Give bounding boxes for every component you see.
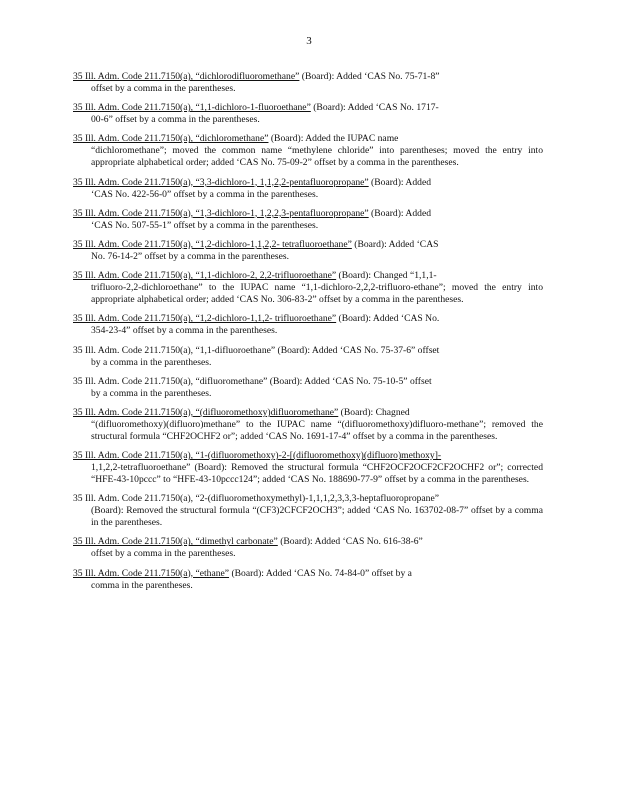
amendment-entry (73, 177, 543, 201)
amendment-entry (73, 133, 543, 169)
entry-continuation: comma in the parentheses. (91, 579, 193, 591)
amendment-entry (73, 536, 543, 560)
entry-first-line (73, 313, 543, 325)
entry-first-line (73, 568, 543, 580)
entry-text: (Board): Added ‘CAS No. 74-84-0” offset by a (229, 567, 412, 579)
entry-text: 35 Ill. Adm. Code 211.7150(a), “2-(difluoromethoxymethyl)-1,1,1,2,3,3,3-heptafluoropropane” (73, 493, 439, 505)
entry-citation: 35 Ill. Adm. Code 211.7150(a), “dimethyl carbonate” (73, 536, 278, 548)
amendment-entry (73, 407, 543, 443)
entry-text: 35 Ill. Adm. Code 211.7150(a), “1,1-difluoroethane” (Board): Added ‘CAS No. 75-37-6” offset (73, 344, 440, 356)
entry-text: (Board): Added ‘CAS No. 75-71-8” (299, 71, 440, 82)
entry-citation: 35 Ill. Adm. Code 211.7150(a), “dichloromethane” (73, 133, 269, 145)
entry-text: (Board): Added (368, 207, 432, 219)
entry-continuation: “dichloromethane”; moved the common name “methylene chloride” into parentheses; moved the entry into appropriate alphabetical order; added ‘CAS No. 75-09-2” offset by a comma in the parentheses. (91, 145, 543, 169)
entry-text: (Board): Changed “1,1,1- (336, 270, 437, 282)
entry-continuation: trifluoro-2,2-dichloroethane” to the IUPAC name “1,1-dichloro-2,2,2-trifluoro-ethane”; moved the entry into appropriate alphabetical order; added ‘CAS No. 306-83-2” offset by a comma in the parentheses. (91, 282, 543, 306)
page-number: 3 (306, 35, 312, 47)
entry-first-line (73, 536, 543, 548)
entry-first-line (73, 102, 543, 114)
entry-continuation: 354-23-4” offset by a comma in the parentheses. (91, 325, 278, 337)
entry-first-line (73, 450, 543, 462)
entry-continuation: ‘CAS No. 422-56-0” offset by a comma in the parentheses. (91, 188, 319, 200)
entry-text: 35 Ill. Adm. Code 211.7150(a), “difluoromethane” (Board): Added ‘CAS No. 75-10-5” offset (73, 375, 432, 387)
amendment-entry (73, 102, 543, 126)
entry-first-line (73, 493, 543, 505)
amendment-entry (73, 345, 543, 369)
amendment-list (73, 71, 543, 599)
entry-continuation: offset by a comma in the parentheses. (91, 83, 236, 94)
entry-text: (Board): Added ‘CAS No. (336, 313, 440, 325)
amendment-entry (73, 239, 543, 263)
entry-continuation: by a comma in the parentheses. (91, 356, 212, 368)
amendment-entry (73, 493, 543, 529)
entry-first-line (73, 208, 543, 220)
amendment-entry (73, 450, 543, 486)
entry-text: (Board): Added ‘CAS No. 616-38-6” (277, 536, 423, 548)
entry-first-line (73, 376, 543, 388)
entry-citation: 35 Ill. Adm. Code 211.7150(a), “1,2-dichloro-1,1,2- trifluoroethane” (73, 313, 337, 325)
entry-continuation: ‘CAS No. 507-55-1” offset by a comma in the parentheses. (91, 219, 319, 231)
entry-citation: 35 Ill. Adm. Code 211.7150(a), “ethane” (73, 567, 230, 579)
entry-continuation: by a comma in the parentheses. (91, 387, 212, 399)
entry-continuation: (Board): Removed the structural formula “(CF3)2CFCF2OCH3”; added ‘CAS No. 163702-08-7” offset by a comma in the parentheses. (91, 505, 543, 529)
entry-first-line (73, 71, 543, 83)
entry-first-line (73, 407, 543, 419)
entry-first-line (73, 270, 543, 282)
entry-citation: 35 Ill. Adm. Code 211.7150(a), “1,2-dichloro-1,1,2,2- tetrafluoroethane” (73, 238, 352, 250)
entry-text: (Board): Added ‘CAS (351, 238, 439, 250)
entry-text: (Board): Added (368, 176, 432, 188)
amendment-entry (73, 376, 543, 400)
entry-text: (Board): Chagned (338, 406, 410, 418)
amendment-entry (73, 71, 543, 95)
entry-first-line (73, 239, 543, 251)
entry-continuation: “(difluoromethoxy)(difluoro)methane” to the IUPAC name “(difluoromethoxy)difluoro-methane”; removed the structural formula “CHF2OCHF2 or”; added ‘CAS No. 1691-17-4” offset by a comma in the parentheses. (91, 418, 543, 442)
entry-citation: 35 Ill. Adm. Code 211.7150(a), “1,1-dichloro-1-fluoroethane” (73, 102, 311, 114)
entry-first-line (73, 133, 543, 145)
entry-continuation: No. 76-14-2” offset by a comma in the parentheses. (91, 250, 290, 262)
entry-continuation: offset by a comma in the parentheses. (91, 548, 236, 560)
entry-text: (Board): Added the IUPAC name (268, 133, 399, 145)
amendment-entry (73, 270, 543, 306)
amendment-entry (73, 568, 543, 592)
entry-citation: 35 Ill. Adm. Code 211.7150(a), “(difluoromethoxy)difluoromethane” (73, 406, 339, 418)
entry-citation: 35 Ill. Adm. Code 211.7150(a), “1,3-dichloro-1, 1,2,2,3-pentafluoropropane” (73, 207, 369, 219)
entry-text: (Board): Added ‘CAS No. 1717- (310, 102, 439, 114)
entry-first-line (73, 177, 543, 189)
entry-first-line (73, 345, 543, 357)
entry-continuation: 00-6” offset by a comma in the parentheses. (91, 114, 260, 126)
entry-citation: 35 Ill. Adm. Code 211.7150(a), “dichlorodifluoromethane” (73, 71, 300, 82)
entry-continuation: 1,1,2,2-tetrafluoroethane” (Board): Removed the structural formula “CHF2OCF2OCF2CF2OCHF2 or”; corrected “HFE-43-10pccc” to “HFE-43-10pccc124”; added ‘CAS No. 188690-77-9” offset by a comma in the parentheses. (91, 462, 543, 486)
amendment-entry (73, 313, 543, 337)
amendment-entry (73, 208, 543, 232)
entry-citation: 35 Ill. Adm. Code 211.7150(a), “1,1-dichloro-2, 2,2-trifluoroethane” (73, 270, 337, 282)
entry-citation: 35 Ill. Adm. Code 211.7150(a), “3,3-dichloro-1, 1,1,2,2-pentafluoropropane” (73, 176, 369, 188)
entry-citation: 35 Ill. Adm. Code 211.7150(a), “1-(difluoromethoxy)-2-[(difluoromethoxy)(difluoro)methoxy]- (73, 450, 442, 462)
